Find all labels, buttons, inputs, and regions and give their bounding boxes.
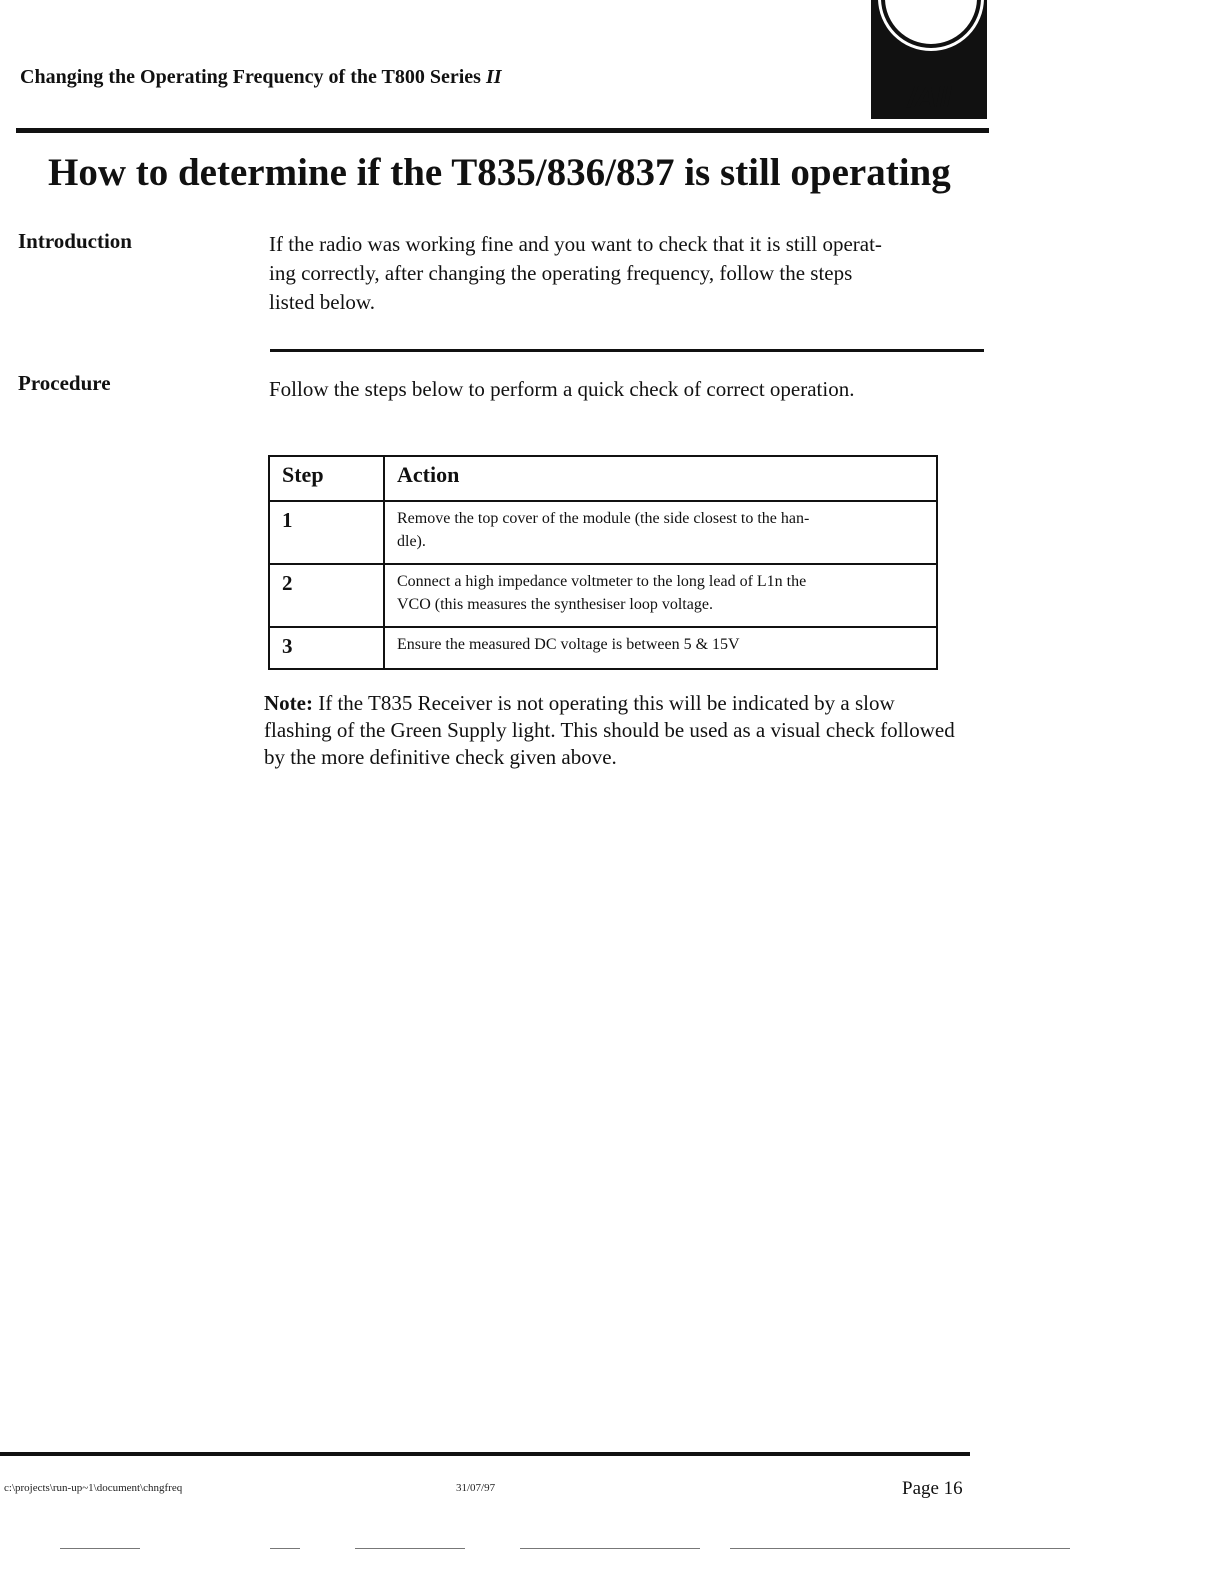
table-row bbox=[269, 564, 937, 627]
column-header-action: Action bbox=[384, 456, 937, 501]
scan-artifact bbox=[270, 1548, 300, 1549]
introduction-label: Introduction bbox=[18, 229, 132, 253]
scan-artifact bbox=[355, 1548, 465, 1549]
footer-rule bbox=[0, 1452, 970, 1456]
scan-artifact bbox=[520, 1548, 700, 1549]
step-action: Remove the top cover of the module (the side closest to the han- dle). bbox=[384, 501, 937, 564]
table-row bbox=[269, 627, 937, 669]
running-header-suffix: II bbox=[485, 66, 502, 88]
note-label: Note: bbox=[264, 691, 313, 715]
scan-artifact bbox=[60, 1548, 140, 1549]
column-header-step: Step bbox=[269, 456, 384, 501]
logo-text: /All bbox=[907, 81, 951, 114]
running-header-text: Changing the Operating Frequency of the T800 Series bbox=[20, 66, 481, 88]
procedure-text: Follow the steps below to perform a quick check of correct operation. bbox=[269, 377, 855, 401]
steps-table bbox=[268, 455, 938, 670]
company-logo bbox=[871, 0, 987, 119]
step-number: 1 bbox=[269, 501, 384, 564]
introduction-text: If the radio was working fine and you want to check that it is still operat- ing correctly, after changing the operating frequency, follow the steps listed below. bbox=[269, 232, 882, 314]
note-paragraph bbox=[264, 690, 964, 771]
step-number: 2 bbox=[269, 564, 384, 627]
footer-file-path: c:\projects\run-up~1\document\chngfreq bbox=[4, 1482, 183, 1494]
page-number: Page 16 bbox=[902, 1478, 963, 1499]
logo-circle-icon bbox=[881, 0, 981, 48]
scan-artifact bbox=[730, 1548, 1070, 1549]
footer-date: 31/07/97 bbox=[456, 1482, 496, 1494]
procedure-label: Procedure bbox=[18, 371, 111, 395]
running-header bbox=[20, 66, 502, 89]
table-header-row bbox=[269, 456, 937, 501]
table-row bbox=[269, 501, 937, 564]
step-action: Connect a high impedance voltmeter to the long lead of L1n the VCO (this measures the synthesiser loop voltage. bbox=[384, 564, 937, 627]
page-title: How to determine if the T835/836/837 is still operating bbox=[48, 151, 951, 194]
step-action: Ensure the measured DC voltage is between 5 & 15V bbox=[384, 627, 937, 669]
header-rule bbox=[16, 128, 989, 133]
section-rule bbox=[270, 349, 984, 352]
note-text: If the T835 Receiver is not operating this will be indicated by a slow flashing of the Green Supply light. This should be used as a visual check followed by the more definitive check given above. bbox=[264, 691, 955, 769]
step-number: 3 bbox=[269, 627, 384, 669]
